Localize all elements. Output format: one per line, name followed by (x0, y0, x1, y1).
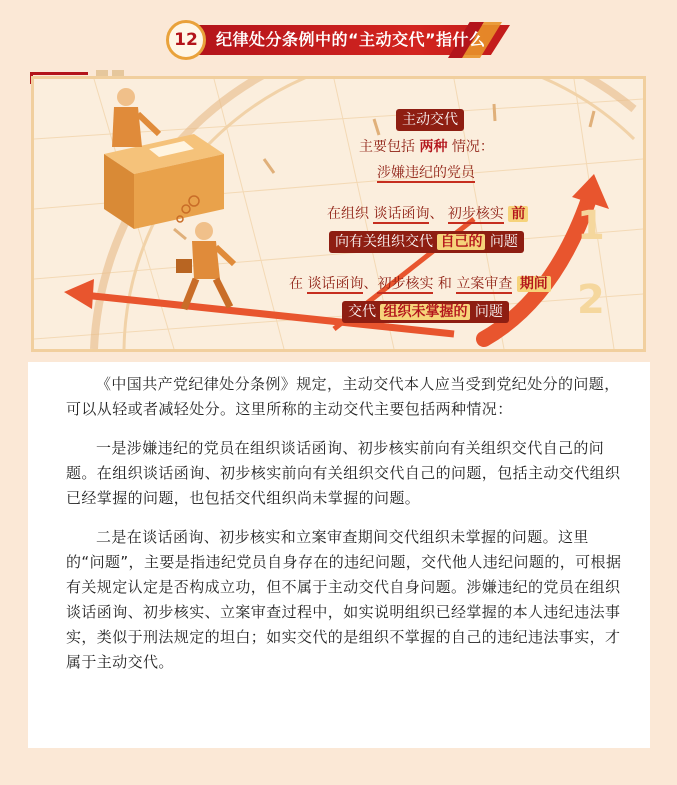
line-includes-prefix: 主要包括 (359, 139, 415, 155)
case2-line2-c: 问题 (474, 304, 503, 320)
case1-line2-b: 自己的 (437, 234, 485, 250)
article-body (28, 362, 650, 748)
case2-line1-e: 和 (437, 276, 452, 292)
illustration-panel (31, 76, 646, 352)
label-active-confession: 主动交代 (396, 109, 464, 131)
case2-line1-d: 初步核实 (377, 276, 434, 292)
case1-line2-c: 问题 (489, 234, 518, 250)
case2-line1-a: 在 (289, 276, 303, 292)
case1-line1-b: 谈话函询 (373, 206, 430, 222)
corner-decoration-line (30, 72, 88, 75)
paragraph-case-one: 一是涉嫌违纪的党员在组织谈话函询、初步核实前向有关组织交代自己的问题。在组织谈话函询、初步核实前向有关组织交代自己的问题，包括主动交代组织已经掌握的问题，也包括交代组织尚未掌握的问题。 (66, 439, 621, 507)
case2-line1-g: 期间 (517, 276, 551, 292)
case2-line1-b: 谈话函询 (307, 276, 364, 292)
case1-line1-e: 前 (508, 206, 528, 222)
case1-line2 (329, 231, 524, 253)
section-title: 纪律处分条例中的“主动交代”指什么 (216, 30, 486, 49)
case2-line2 (342, 301, 509, 323)
line-suspect (377, 163, 475, 183)
case1-line2-a: 向有关组织交代 (335, 234, 433, 250)
case2-line1-f: 立案审查 (456, 276, 513, 292)
case1-line1 (327, 204, 528, 224)
case1-line1-d: 初步核实 (447, 206, 504, 222)
line-includes-suffix: 情况： (451, 139, 494, 155)
case-number-2: 2 (577, 277, 605, 323)
case2-line1-c: 、 (363, 276, 378, 292)
line-includes (359, 137, 494, 157)
paragraph-intro: 《中国共产党纪律处分条例》规定，主动交代本人应当受到党纪处分的问题，可以从轻或者减轻处分。这里所称的主动交代主要包括两种情况： (66, 375, 620, 418)
case1-line1-c: 、 (429, 206, 444, 222)
case2-line2-b: 组织未掌握的 (380, 304, 470, 320)
case2-line2-a: 交代 (348, 304, 376, 320)
case2-line1 (289, 274, 551, 294)
case1-line1-a: 在组织 (327, 206, 369, 222)
section-number-badge: 12 (166, 20, 206, 60)
paragraph-case-two: 二是在谈话函询、初步核实和立案审查期间交代组织未掌握的问题。这里的“问题”，主要是指违纪党员自身存在的违纪问题，交代他人违纪问题的，可根据有关规定认定是否构成立功，但不属于主动交代自身问题。涉嫌违纪的党员在组织谈话函询、初步核实、立案审查过程中，如实说明组织已经掌握的本人违纪违法事实，类似于刑法规定的坦白；如实交代的是组织不掌握的自己的违纪违法事实，才属于主动交代。 (66, 528, 622, 671)
section-header (162, 18, 514, 62)
line-includes-emph: 两种 (419, 139, 448, 155)
line-suspect-text: 涉嫌违纪的党员 (377, 165, 475, 181)
case-number-1: 1 (577, 203, 605, 249)
